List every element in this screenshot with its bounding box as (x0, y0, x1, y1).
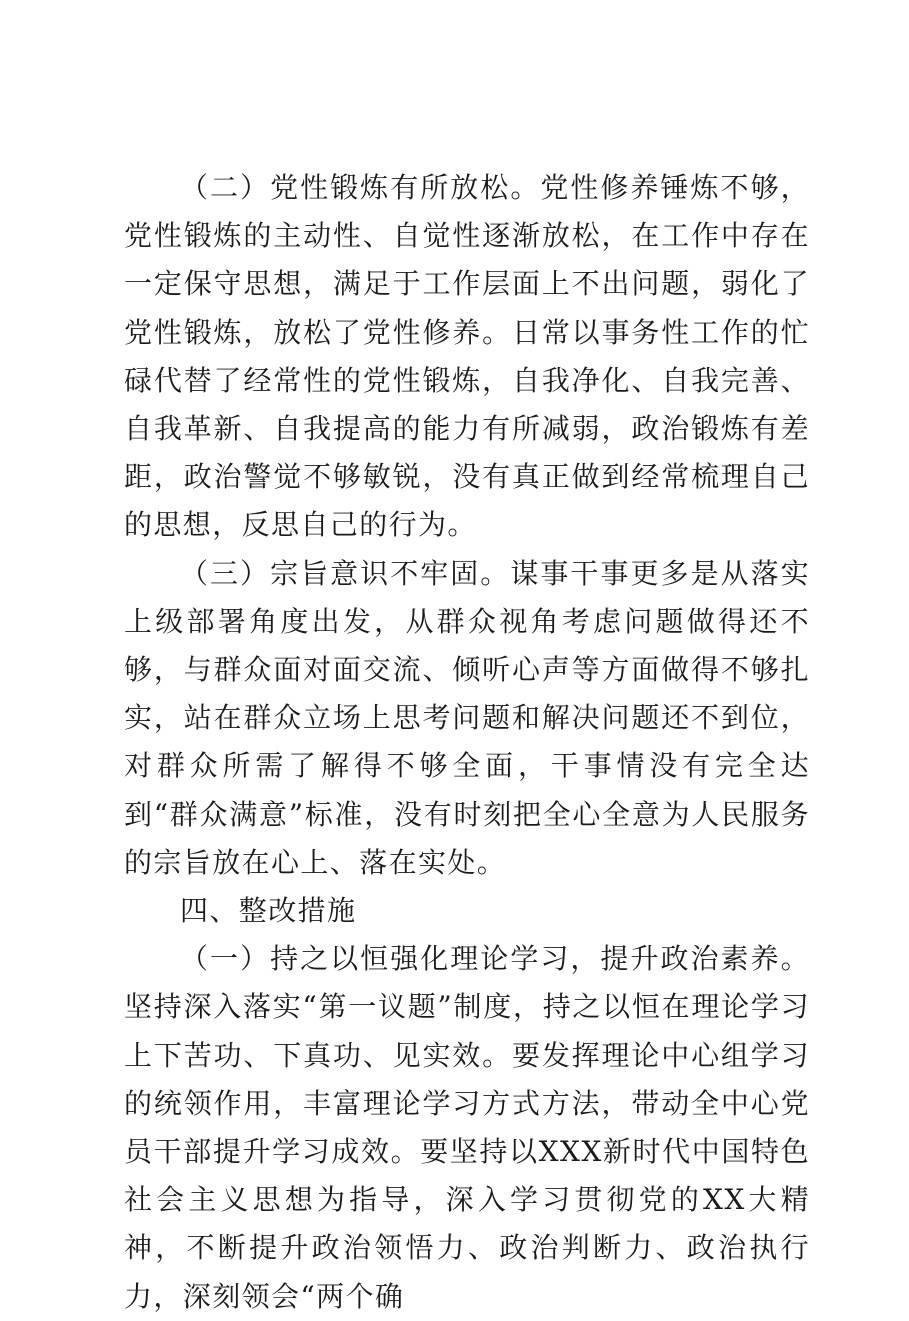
paragraph-theory-study: （一）持之以恒强化理论学习，提升政治素养。坚持深入落实“第一议题”制度，持之以恒在理论学习上下苦功、下真功、见实效。要发挥理论中心组学习的统领作用，丰富理论学习方式方法，带动全中心党员干部提升学习成效。要坚持以XXX新时代中国特色社会主义思想为指导，深入学习贯彻党的XX大精神，不断提升政治领悟力、政治判断力、政治执行力，深刻领会“两个确 (124, 942, 810, 1313)
section-heading-rectification: 四、整改措施 (180, 894, 357, 928)
paragraph-party-spirit: （二）党性锻炼有所放松。党性修养锤炼不够，党性锻炼的主动性、自觉性逐渐放松，在工作中存在一定保守思想，满足于工作层面上不出问题，弱化了党性锻炼，放松了党性修养。日常以事务性工作的忙碌代替了经常性的党性锻炼，自我净化、自我完善、自我革新、自我提高的能力有所减弱，政治锻炼有差距，政治警觉不够敏锐，没有真正做到经常梳理自己的思想，反思自己的行为。 (124, 171, 810, 542)
paragraph-purpose-awareness: （三）宗旨意识不牢固。谋事干事更多是从落实上级部署角度出发，从群众视角考虑问题做得还不够，与群众面对面交流、倾听心声等方面做得不够扎实，站在群众立场上思考问题和解决问题还不到位，对群众所需了解得不够全面，干事情没有完全达到“群众满意”标准，没有时刻把全心全意为人民服务的宗旨放在心上、落在实处。 (124, 556, 810, 879)
document-body (124, 164, 810, 1321)
